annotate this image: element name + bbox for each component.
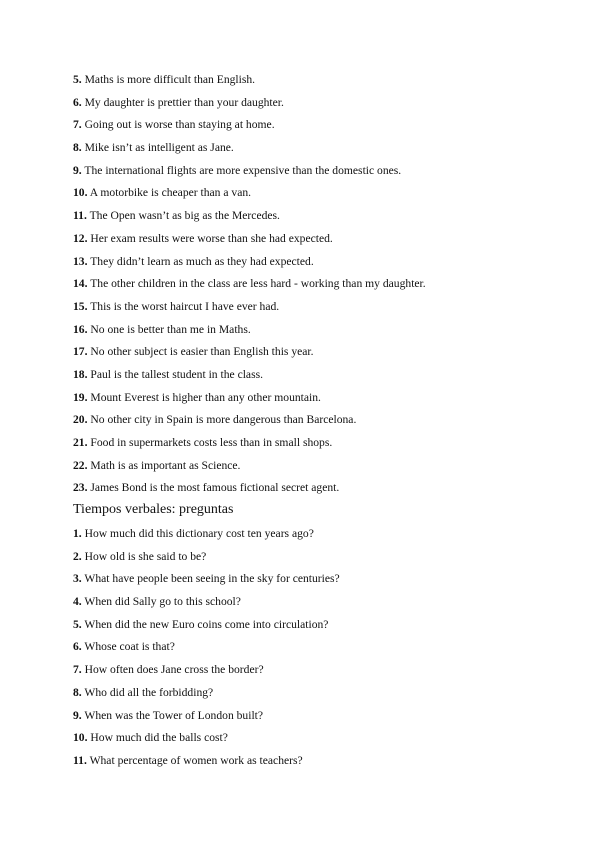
item-text: How old is she said to be?	[84, 549, 207, 563]
item-number: 9.	[73, 163, 82, 177]
item-text: When did the new Euro coins come into circulation?	[84, 617, 329, 631]
item-number: 21.	[73, 436, 88, 449]
item-number: 5.	[73, 617, 82, 631]
item-number: 18.	[73, 367, 88, 381]
item-number: 19.	[73, 390, 88, 404]
item-number: 1.	[73, 527, 82, 540]
section-heading: Tiempos verbales: preguntas	[73, 502, 234, 517]
list-item	[73, 139, 573, 162]
list-item	[73, 684, 573, 707]
item-number: 12.	[73, 231, 88, 245]
item-number: 4.	[73, 595, 82, 609]
list-item	[73, 343, 573, 366]
item-text: Mike isn’t as intelligent as Jane.	[84, 141, 234, 155]
item-number: 11.	[73, 209, 87, 223]
list-item	[73, 184, 573, 207]
item-text: Whose coat is that?	[84, 640, 175, 654]
item-number: 17.	[73, 345, 88, 359]
list-item	[73, 71, 573, 94]
item-text: No one is better than me in Maths.	[90, 322, 251, 336]
item-text: This is the worst haircut I have ever had.	[90, 299, 280, 313]
item-text: Mount Everest is higher than any other mountain.	[90, 390, 321, 404]
item-number: 23.	[73, 481, 88, 495]
item-text: A motorbike is cheaper than a van.	[89, 186, 252, 200]
item-text: The other children in the class are less hard - working than my daughter.	[90, 277, 426, 291]
item-text: Her exam results were worse than she had expected.	[90, 231, 333, 245]
item-number: 3.	[73, 572, 82, 586]
item-text: James Bond is the most famous fictional secret agent.	[90, 481, 340, 495]
item-text: When was the Tower of London built?	[84, 708, 264, 722]
list-item	[73, 638, 573, 661]
item-text: When did Sally go to this school?	[84, 595, 241, 609]
list-item	[73, 116, 573, 139]
item-number: 5.	[73, 73, 82, 86]
item-text: Going out is worse than staying at home.	[84, 118, 275, 132]
item-number: 7.	[73, 663, 82, 677]
item-number: 11.	[73, 753, 87, 767]
item-text: Maths is more difficult than English.	[84, 73, 256, 86]
list-item	[73, 253, 573, 276]
list-item	[73, 616, 573, 639]
list-item	[73, 593, 573, 616]
list-item	[73, 230, 573, 253]
list-item	[73, 275, 573, 298]
item-text: Food in supermarkets costs less than in small shops.	[90, 436, 333, 449]
item-text: How much did the balls cost?	[90, 731, 228, 745]
item-number: 16.	[73, 322, 88, 336]
item-text: How much did this dictionary cost ten years ago?	[84, 527, 314, 540]
item-number: 20.	[73, 413, 88, 427]
item-number: 8.	[73, 685, 82, 699]
answer-list-comparatives	[73, 71, 573, 502]
item-text: Math is as important as Science.	[90, 458, 241, 472]
item-text: No other city in Spain is more dangerous than Barcelona.	[90, 413, 357, 427]
item-number: 7.	[73, 118, 82, 132]
list-item	[73, 525, 573, 548]
list-item	[73, 298, 573, 321]
list-item	[73, 366, 573, 389]
list-item	[73, 411, 573, 434]
list-item	[73, 661, 573, 684]
list-item	[73, 321, 573, 344]
list-item	[73, 729, 573, 752]
list-item	[73, 162, 573, 185]
item-text: They didn’t learn as much as they had expected.	[90, 254, 314, 268]
item-text: The Open wasn’t as big as the Mercedes.	[89, 209, 280, 223]
item-number: 6.	[73, 95, 82, 109]
list-item	[73, 207, 573, 230]
list-item	[73, 570, 573, 593]
item-number: 6.	[73, 640, 82, 654]
item-text: Paul is the tallest student in the class.	[90, 367, 263, 381]
item-text: How often does Jane cross the border?	[84, 663, 264, 677]
item-number: 8.	[73, 141, 82, 155]
item-text: What have people been seeing in the sky for centuries?	[84, 572, 340, 586]
item-text: What percentage of women work as teachers?	[89, 753, 303, 767]
item-number: 9.	[73, 708, 82, 722]
item-text: The international flights are more expensive than the domestic ones.	[84, 163, 402, 177]
item-number: 13.	[73, 254, 88, 268]
item-number: 22.	[73, 458, 88, 472]
item-number: 10.	[73, 186, 88, 200]
item-number: 10.	[73, 731, 88, 745]
item-number: 14.	[73, 277, 88, 291]
item-text: No other subject is easier than English this year.	[90, 345, 314, 359]
item-text: Who did all the forbidding?	[84, 685, 214, 699]
list-item	[73, 434, 573, 457]
item-text: My daughter is prettier than your daughter.	[84, 95, 284, 109]
list-item	[73, 548, 573, 571]
item-number: 2.	[73, 549, 82, 563]
list-item	[73, 752, 573, 775]
question-list	[73, 525, 573, 775]
list-item	[73, 479, 573, 502]
list-item	[73, 389, 573, 412]
list-item	[73, 707, 573, 730]
item-number: 15.	[73, 299, 88, 313]
list-item	[73, 94, 573, 117]
list-item	[73, 457, 573, 480]
